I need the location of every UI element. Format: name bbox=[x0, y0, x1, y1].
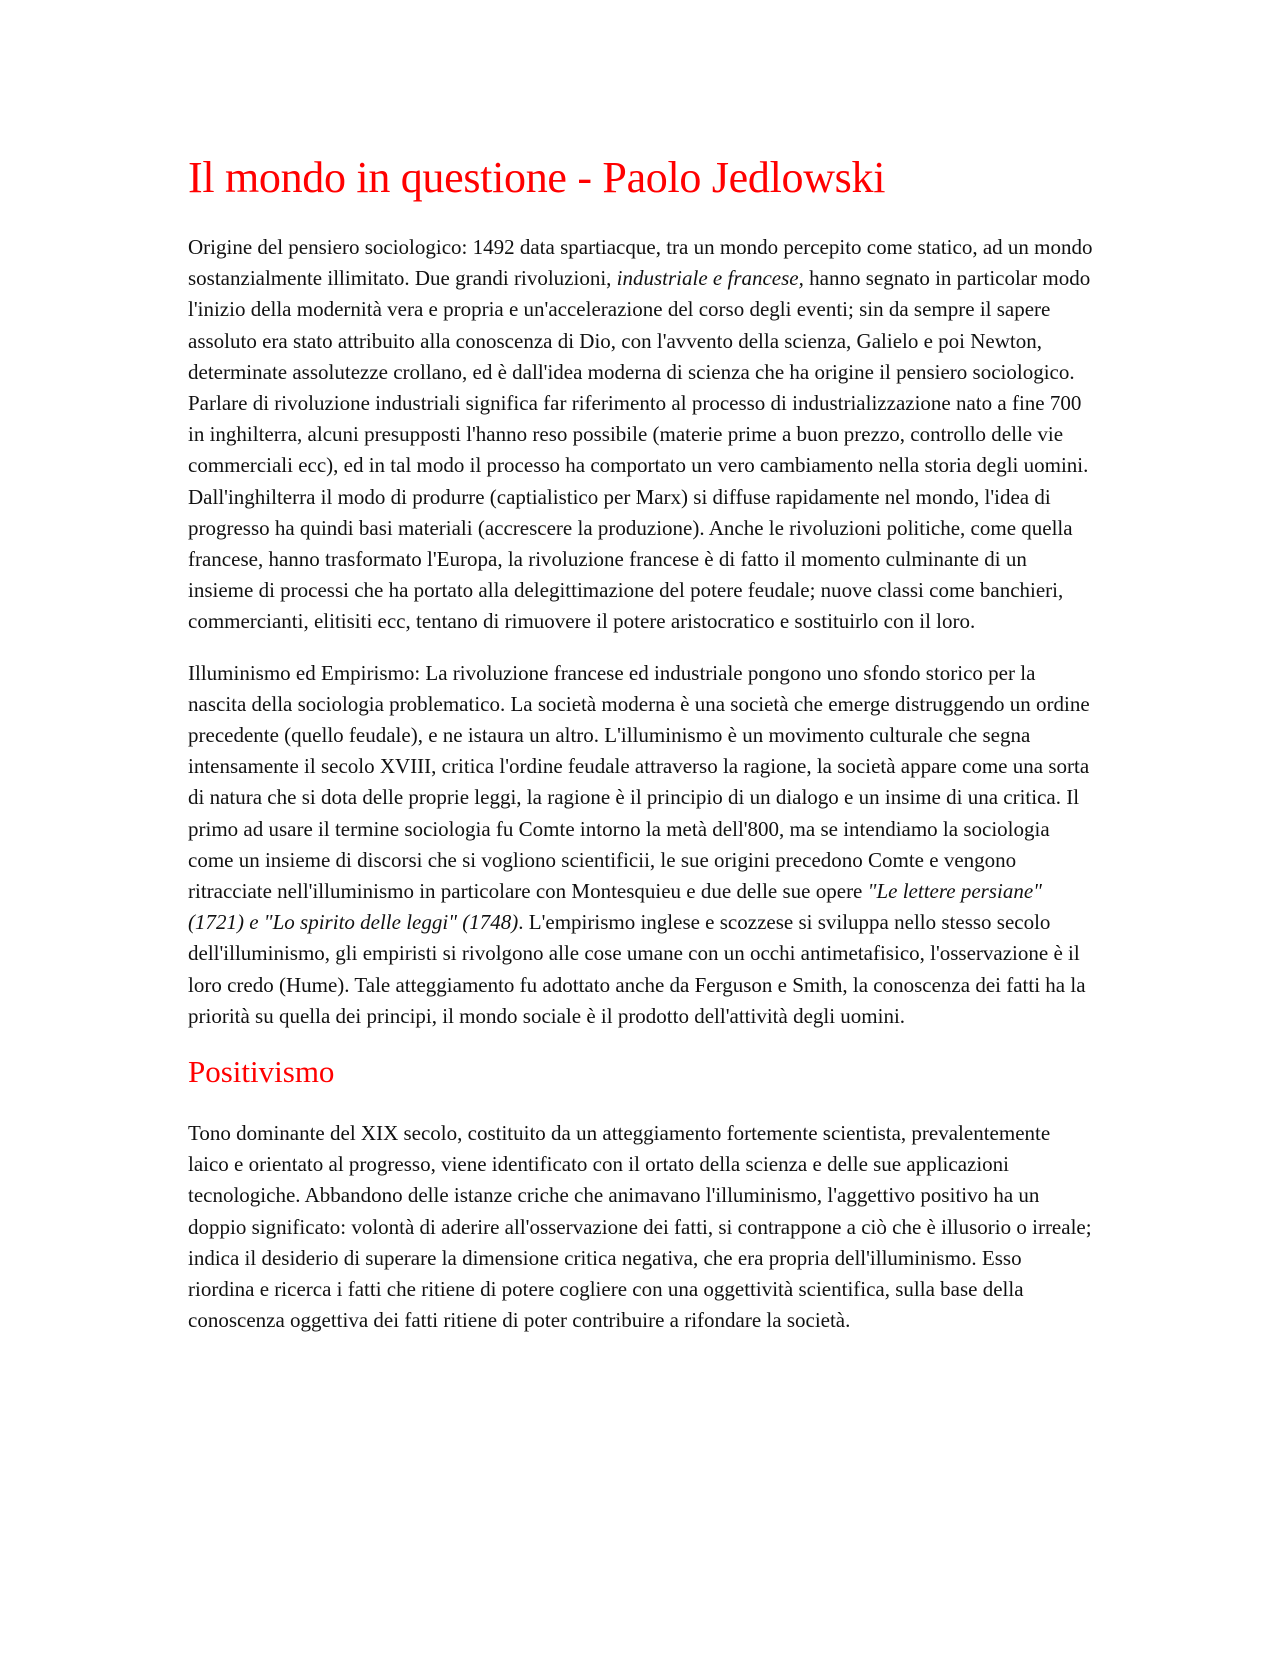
section-heading-positivismo: Positivismo bbox=[188, 1054, 335, 1090]
paragraph-origins bbox=[188, 232, 1093, 638]
paragraph-origins-text-b: hanno segnato in particolar modo l'inizio della modernità vera e propria e un'accelerazione del corso degli eventi; sin da sempre il sapere assoluto era stato attribuito alla conoscenza di Dio, con l'avvento della scienza, Galielo e poi Newton, determinate assolutezze crollano, ed è dall'idea moderna di scienza che ha origine il pensiero sociologico. Parlare di rivoluzione industriali significa far riferimento al processo di industrializzazione nato a fine 700 in inghilterra, alcuni presupposti l'hanno reso possibile (materie prime a buon prezzo, controllo delle vie commerciali ecc), ed in tal modo il processo ha comportato un vero cambiamento nella storia degli uomini. Dall'inghilterra il modo di produrre (captialistico per Marx) si diffuse rapidamente nel mondo, l'idea di progresso ha quindi basi materiali (accrescere la produzione). Anche le rivoluzioni politiche, come quella francese, hanno trasformato l'Europa, la rivoluzione francese è di fatto il momento culminante di un insieme di processi che ha portato alla delegittimazione del potere feudale; nuove classi come banchieri, commercianti, elitisiti ecc, tentano di rimuovere il potere aristocratico e sostituirlo con il loro. bbox=[188, 266, 1091, 634]
paragraph-origins-text-a: Origine del pensiero sociologico: 1492 data spartiacque, tra un mondo percepito come statico, ad un mondo sostanzialmente illimitato. Due grandi rivoluzioni, bbox=[188, 235, 1093, 291]
paragraph-origins-emphasis: industriale e francese, bbox=[616, 266, 804, 291]
paragraph-enlightenment-text-b: . L'empirismo inglese e scozzese si sviluppa nello stesso secolo dell'illuminismo, gli empiristi si rivolgono alle cose umane con un occhi antimetafisico, l'osservazione è il loro credo (Hume). Tale atteggiamento fu adottato anche da Ferguson e Smith, la conoscenza dei fatti ha la priorità su quella dei principi, il mondo sociale è il prodotto dell'attività degli uomini. bbox=[188, 910, 1086, 1028]
document-title: Il mondo in questione - Paolo Jedlowski bbox=[188, 153, 886, 202]
paragraph-enlightenment bbox=[188, 658, 1093, 1032]
document-page bbox=[188, 148, 1093, 1357]
paragraph-enlightenment-emphasis: "Le lettere persiane" (1721) e "Lo spirito delle leggi" (1748) bbox=[188, 879, 1042, 935]
paragraph-enlightenment-text-a: Illuminismo ed Empirismo: La rivoluzione francese ed industriale pongono uno sfondo storico per la nascita della sociologia problematico. La società moderna è una società che emerge distruggendo un ordine precedente (quello feudale), e ne istaura un altro. L'illuminismo è un movimento culturale che segna intensamente il secolo XVIII, critica l'ordine feudale attraverso la ragione, la società appare come una sorta di natura che si dota delle proprie leggi, la ragione è il principio di un dialogo e un insime di una critica. Il primo ad usare il termine sociologia fu Comte intorno la metà dell'800, ma se intendiamo la sociologia come un insieme di discorsi che si vogliono scientificii, le sue origini precedono Comte e vengono ritracciate nell'illuminismo in particolare con Montesquieu e due delle sue opere bbox=[188, 660, 1090, 904]
paragraph-positivism: Tono dominante del XIX secolo, costituito da un atteggiamento fortemente scientista, prevalentemente laico e orientato al progresso, viene identificato con il ortato della scienza e delle sue applicazioni tecnologiche. Abbandono delle istanze criche che animavano l'illuminismo, l'aggettivo positivo ha un doppio significato: volontà di aderire all'osservazione dei fatti, si contrappone a ciò che è illusorio o irreale; indica il desiderio di superare la dimensione critica negativa, che era propria dell'illuminismo. Esso riordina e ricerca i fatti che ritiene di potere cogliere con una oggettività scientifica, sulla base della conoscenza oggettiva dei fatti ritiene di poter contribuire a rifondare la società. bbox=[188, 1121, 1092, 1333]
